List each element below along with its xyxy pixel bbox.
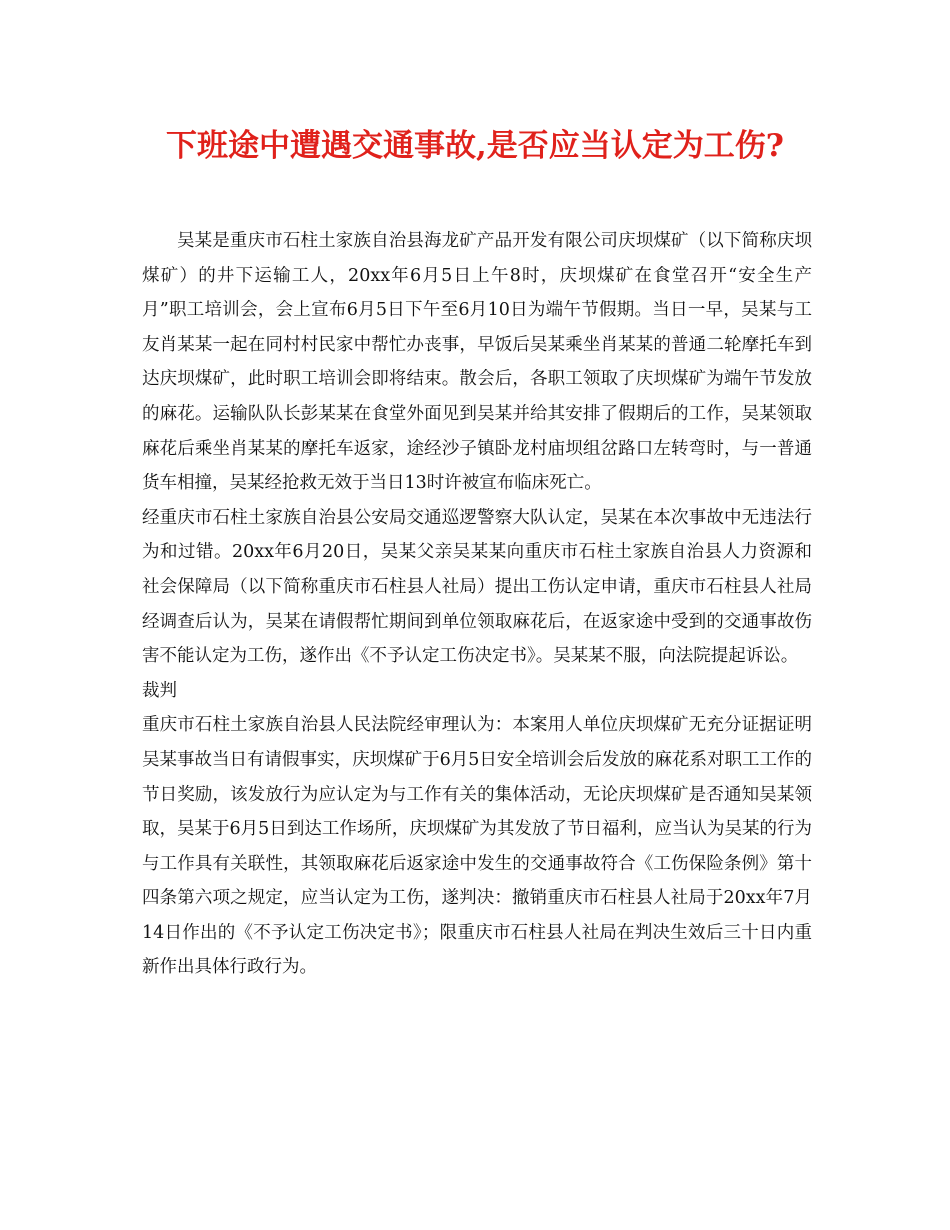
document-body [142,224,812,985]
paragraph-ruling: 重庆市石柱土家族自治县人民法院经审理认为：本案用人单位庆坝煤矿无充分证据证明吴某事故当日有请假事实，庆坝煤矿于6月5日安全培训会后发放的麻花系对职工工作的节日奖励，该发放行为应认定为与工作有关的集体活动，无论庆坝煤矿是否通知吴某领取，吴某于6月5日到达工作场所，庆坝煤矿为其发放了节日福利，应当认为吴某的行为与工作具有关联性，其领取麻花后返家途中发生的交通事故符合《工伤保险条例》第十四条第六项之规定，应当认定为工伤，遂判决：撤销重庆市石柱县人社局于20xx年7月14日作出的《不予认定工伤决定书》；限重庆市石柱县人社局在判决生效后三十日内重新作出具体行政行为。 [142,715,812,978]
paragraph-case-facts: 吴某是重庆市石柱土家族自治县海龙矿产品开发有限公司庆坝煤矿（以下简称庆坝煤矿）的井下运输工人，20xx年6月5日上午8时，庆坝煤矿在食堂召开“安全生产月”职工培训会，会上宣布6月5日下午至6月10日为端午节假期。当日一早，吴某与工友肖某某一起在同村村民家中帮忙办丧事，早饭后吴某乘坐肖某某的普通二轮摩托车到达庆坝煤矿，此时职工培训会即将结束。散会后，各职工领取了庆坝煤矿为端午节发放的麻花。运输队队长彭某某在食堂外面见到吴某并给其安排了假期后的工作，吴某领取麻花后乘坐肖某某的摩托车返家，途经沙子镇卧龙村庙坝组岔路口左转弯时，与一普通货车相撞，吴某经抢救无效于当日13时许被宣布临床死亡。 [142,231,812,494]
document-title: 下班途中遭遇交通事故,是否应当认定为工伤? [166,128,784,164]
paragraph-investigation: 经重庆市石柱土家族自治县公安局交通巡逻警察大队认定，吴某在本次事故中无违法行为和过错。20xx年6月20日，吴某父亲吴某某向重庆市石柱土家族自治县人力资源和社会保障局（以下简称重庆市石柱县人社局）提出工伤认定申请，重庆市石柱县人社局经调查后认为，吴某在请假帮忙期间到单位领取麻花后，在返家途中受到的交通事故伤害不能认定为工伤，遂作出《不予认定工伤决定书》。吴某某不服，向法院提起诉讼。 [142,507,812,667]
section-heading-ruling: 裁判 [142,680,177,701]
